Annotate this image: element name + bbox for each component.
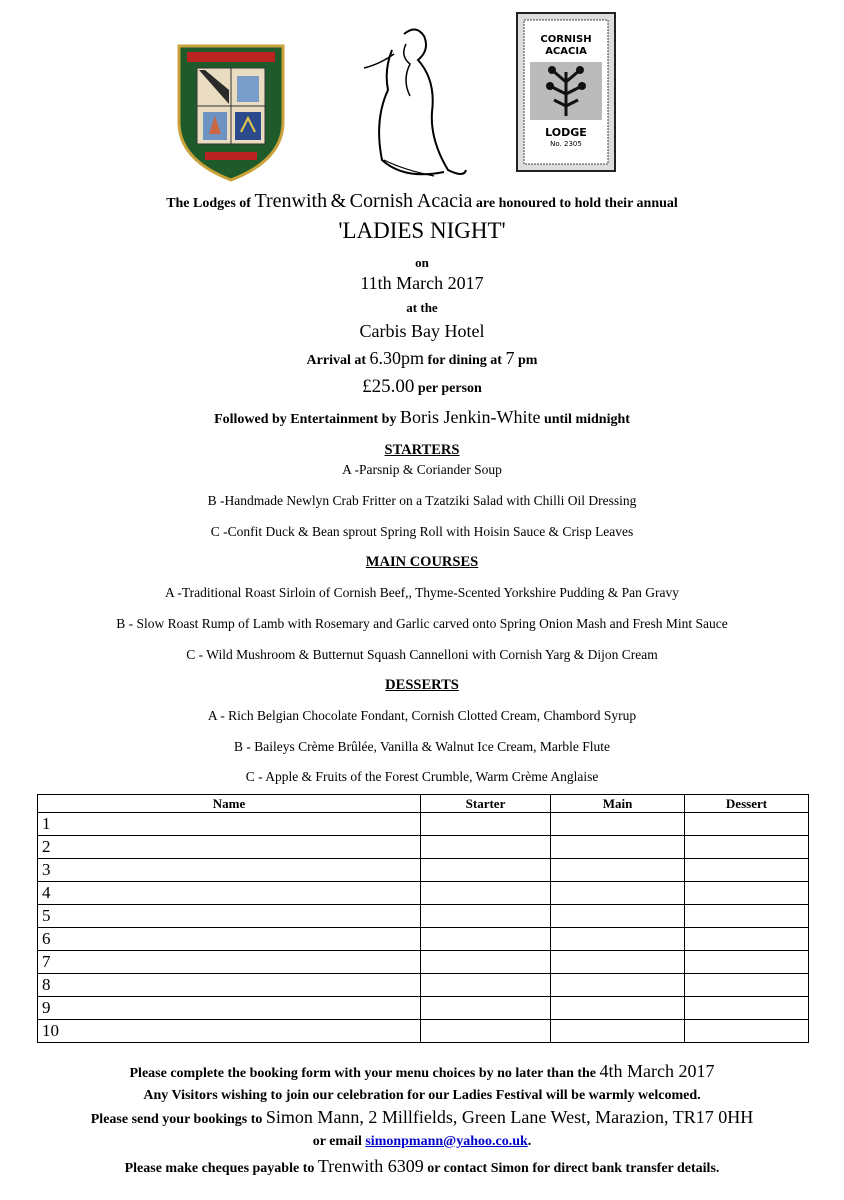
main-cell[interactable] bbox=[551, 813, 685, 836]
row-number[interactable]: 10 bbox=[38, 1020, 421, 1043]
row-number[interactable]: 3 bbox=[38, 859, 421, 882]
arrival-post: pm bbox=[517, 353, 538, 368]
row-number[interactable]: 2 bbox=[38, 836, 421, 859]
table-row bbox=[38, 859, 809, 882]
table-row bbox=[38, 974, 809, 997]
starter-cell[interactable] bbox=[421, 882, 551, 905]
logo-row bbox=[0, 12, 844, 172]
main-cell[interactable] bbox=[551, 928, 685, 951]
intro-ampersand: & bbox=[330, 190, 347, 212]
venue: Carbis Bay Hotel bbox=[359, 321, 485, 341]
logo-text-cornish: CORNISH bbox=[540, 34, 592, 45]
entertainer-name: Boris Jenkin-White bbox=[399, 407, 541, 427]
starter-a: A -Parsnip & Coriander Soup bbox=[342, 462, 502, 477]
dessert-cell[interactable] bbox=[685, 905, 809, 928]
arrival-mid: for dining at bbox=[427, 353, 502, 368]
email-link[interactable]: simonpmann@yahoo.co.uk bbox=[365, 1134, 528, 1149]
main-cell[interactable] bbox=[551, 974, 685, 997]
column-header-starter: Starter bbox=[421, 795, 551, 813]
table-header-row bbox=[38, 795, 809, 813]
logo-text-lodge: LODGE bbox=[545, 126, 587, 139]
dessert-cell[interactable] bbox=[685, 928, 809, 951]
row-number[interactable]: 9 bbox=[38, 997, 421, 1020]
row-number[interactable]: 4 bbox=[38, 882, 421, 905]
entertainment-post: until midnight bbox=[543, 412, 630, 427]
email-line bbox=[0, 1134, 844, 1150]
visitors-line: Any Visitors wishing to join our celebration for our Ladies Festival will be warmly welcomed. bbox=[143, 1088, 701, 1103]
cornish-acacia-lodge-logo bbox=[516, 12, 616, 172]
logo-text-acacia: ACACIA bbox=[545, 46, 587, 57]
row-number[interactable]: 8 bbox=[38, 974, 421, 997]
dessert-a: A - Rich Belgian Chocolate Fondant, Cornish Clotted Cream, Chambord Syrup bbox=[207, 708, 637, 723]
price-line bbox=[0, 376, 844, 398]
dancing-couple-logo bbox=[344, 20, 474, 182]
starter-c: C -Confit Duck & Bean sprout Spring Roll with Hoisin Sauce & Crisp Leaves bbox=[210, 524, 634, 539]
dessert-cell[interactable] bbox=[685, 997, 809, 1020]
dessert-cell[interactable] bbox=[685, 951, 809, 974]
event-date: 11th March 2017 bbox=[360, 273, 484, 293]
table-row bbox=[38, 905, 809, 928]
at-label: at the bbox=[406, 300, 438, 315]
intro-line bbox=[0, 190, 844, 213]
cheque-post: or contact Simon for direct bank transfer details. bbox=[427, 1161, 720, 1176]
lodge-name-cornish-acacia: Cornish Acacia bbox=[349, 190, 473, 212]
row-number[interactable]: 6 bbox=[38, 928, 421, 951]
row-number[interactable]: 5 bbox=[38, 905, 421, 928]
main-cell[interactable] bbox=[551, 997, 685, 1020]
dining-time: 7 bbox=[505, 348, 515, 368]
table-row bbox=[38, 813, 809, 836]
dessert-c: C - Apple & Fruits of the Forest Crumble, Warm Crème Anglaise bbox=[245, 769, 599, 784]
on-label: on bbox=[415, 255, 429, 270]
column-header-dessert: Dessert bbox=[685, 795, 809, 813]
column-header-name: Name bbox=[38, 795, 421, 813]
main-cell[interactable] bbox=[551, 836, 685, 859]
arrival-time: 6.30pm bbox=[369, 348, 425, 368]
dessert-cell[interactable] bbox=[685, 813, 809, 836]
main-cell[interactable] bbox=[551, 905, 685, 928]
main-cell[interactable] bbox=[551, 951, 685, 974]
starter-b: B -Handmade Newlyn Crab Fritter on a Tzatziki Salad with Chilli Oil Dressing bbox=[207, 493, 637, 508]
entertainment-line bbox=[0, 407, 844, 428]
send-line bbox=[0, 1107, 844, 1128]
table-row bbox=[38, 836, 809, 859]
desserts-heading: DESSERTS bbox=[385, 677, 459, 693]
column-header-main: Main bbox=[551, 795, 685, 813]
starter-cell[interactable] bbox=[421, 974, 551, 997]
starter-cell[interactable] bbox=[421, 813, 551, 836]
starters-heading: STARTERS bbox=[384, 442, 460, 458]
starter-cell[interactable] bbox=[421, 997, 551, 1020]
price-suffix: per person bbox=[417, 381, 482, 396]
main-cell[interactable] bbox=[551, 859, 685, 882]
table-row bbox=[38, 1020, 809, 1043]
deadline-pre: Please complete the booking form with your menu choices by no later than the bbox=[129, 1066, 597, 1081]
cheque-payee: Trenwith 6309 bbox=[317, 1156, 424, 1176]
email-pre: or email bbox=[312, 1134, 362, 1149]
event-title: 'LADIES NIGHT' bbox=[338, 218, 506, 243]
table-row bbox=[38, 882, 809, 905]
arrival-pre: Arrival at bbox=[306, 353, 367, 368]
email-post: . bbox=[527, 1134, 532, 1149]
main-b: B - Slow Roast Rump of Lamb with Rosemary and Garlic carved onto Spring Onion Mash and Fresh Mint Sauce bbox=[116, 616, 728, 631]
intro-post: are honoured to hold their annual bbox=[475, 196, 678, 211]
starter-cell[interactable] bbox=[421, 905, 551, 928]
row-number[interactable]: 1 bbox=[38, 813, 421, 836]
cheque-line bbox=[0, 1156, 844, 1177]
booking-form-table bbox=[37, 794, 809, 1043]
dessert-cell[interactable] bbox=[685, 1020, 809, 1043]
main-a: A -Traditional Roast Sirloin of Cornish Beef,, Thyme-Scented Yorkshire Pudding & Pan Gravy bbox=[164, 585, 680, 600]
arrival-line bbox=[0, 348, 844, 369]
main-cell[interactable] bbox=[551, 882, 685, 905]
dessert-cell[interactable] bbox=[685, 882, 809, 905]
dessert-cell[interactable] bbox=[685, 859, 809, 882]
starter-cell[interactable] bbox=[421, 836, 551, 859]
main-cell[interactable] bbox=[551, 1020, 685, 1043]
dessert-b: B - Baileys Crème Brûlée, Vanilla & Walnut Ice Cream, Marble Flute bbox=[234, 739, 610, 754]
starter-cell[interactable] bbox=[421, 859, 551, 882]
table-row bbox=[38, 997, 809, 1020]
starter-cell[interactable] bbox=[421, 951, 551, 974]
send-pre: Please send your bookings to bbox=[90, 1112, 263, 1127]
table-row bbox=[38, 951, 809, 974]
postal-address: Simon Mann, 2 Millfields, Green Lane West, Marazion, TR17 0HH bbox=[265, 1107, 754, 1127]
entertainment-pre: Followed by Entertainment by bbox=[214, 412, 397, 427]
row-number[interactable]: 7 bbox=[38, 951, 421, 974]
starter-cell[interactable] bbox=[421, 1020, 551, 1043]
intro-pre: The Lodges of bbox=[166, 196, 251, 211]
main-c: C - Wild Mushroom & Butternut Squash Cannelloni with Cornish Yarg & Dijon Cream bbox=[186, 647, 658, 662]
logo-text-number: No. 2305 bbox=[550, 140, 582, 148]
trenwith-shield-logo bbox=[175, 42, 287, 182]
price-amount: £25.00 bbox=[362, 376, 415, 397]
mains-heading: MAIN COURSES bbox=[365, 554, 479, 570]
cheque-pre: Please make cheques payable to bbox=[124, 1161, 315, 1176]
deadline-line bbox=[0, 1061, 844, 1082]
table-row bbox=[38, 928, 809, 951]
dessert-cell[interactable] bbox=[685, 974, 809, 997]
lodge-name-trenwith: Trenwith bbox=[254, 190, 328, 212]
starter-cell[interactable] bbox=[421, 928, 551, 951]
dessert-cell[interactable] bbox=[685, 836, 809, 859]
deadline-date: 4th March 2017 bbox=[599, 1061, 715, 1081]
